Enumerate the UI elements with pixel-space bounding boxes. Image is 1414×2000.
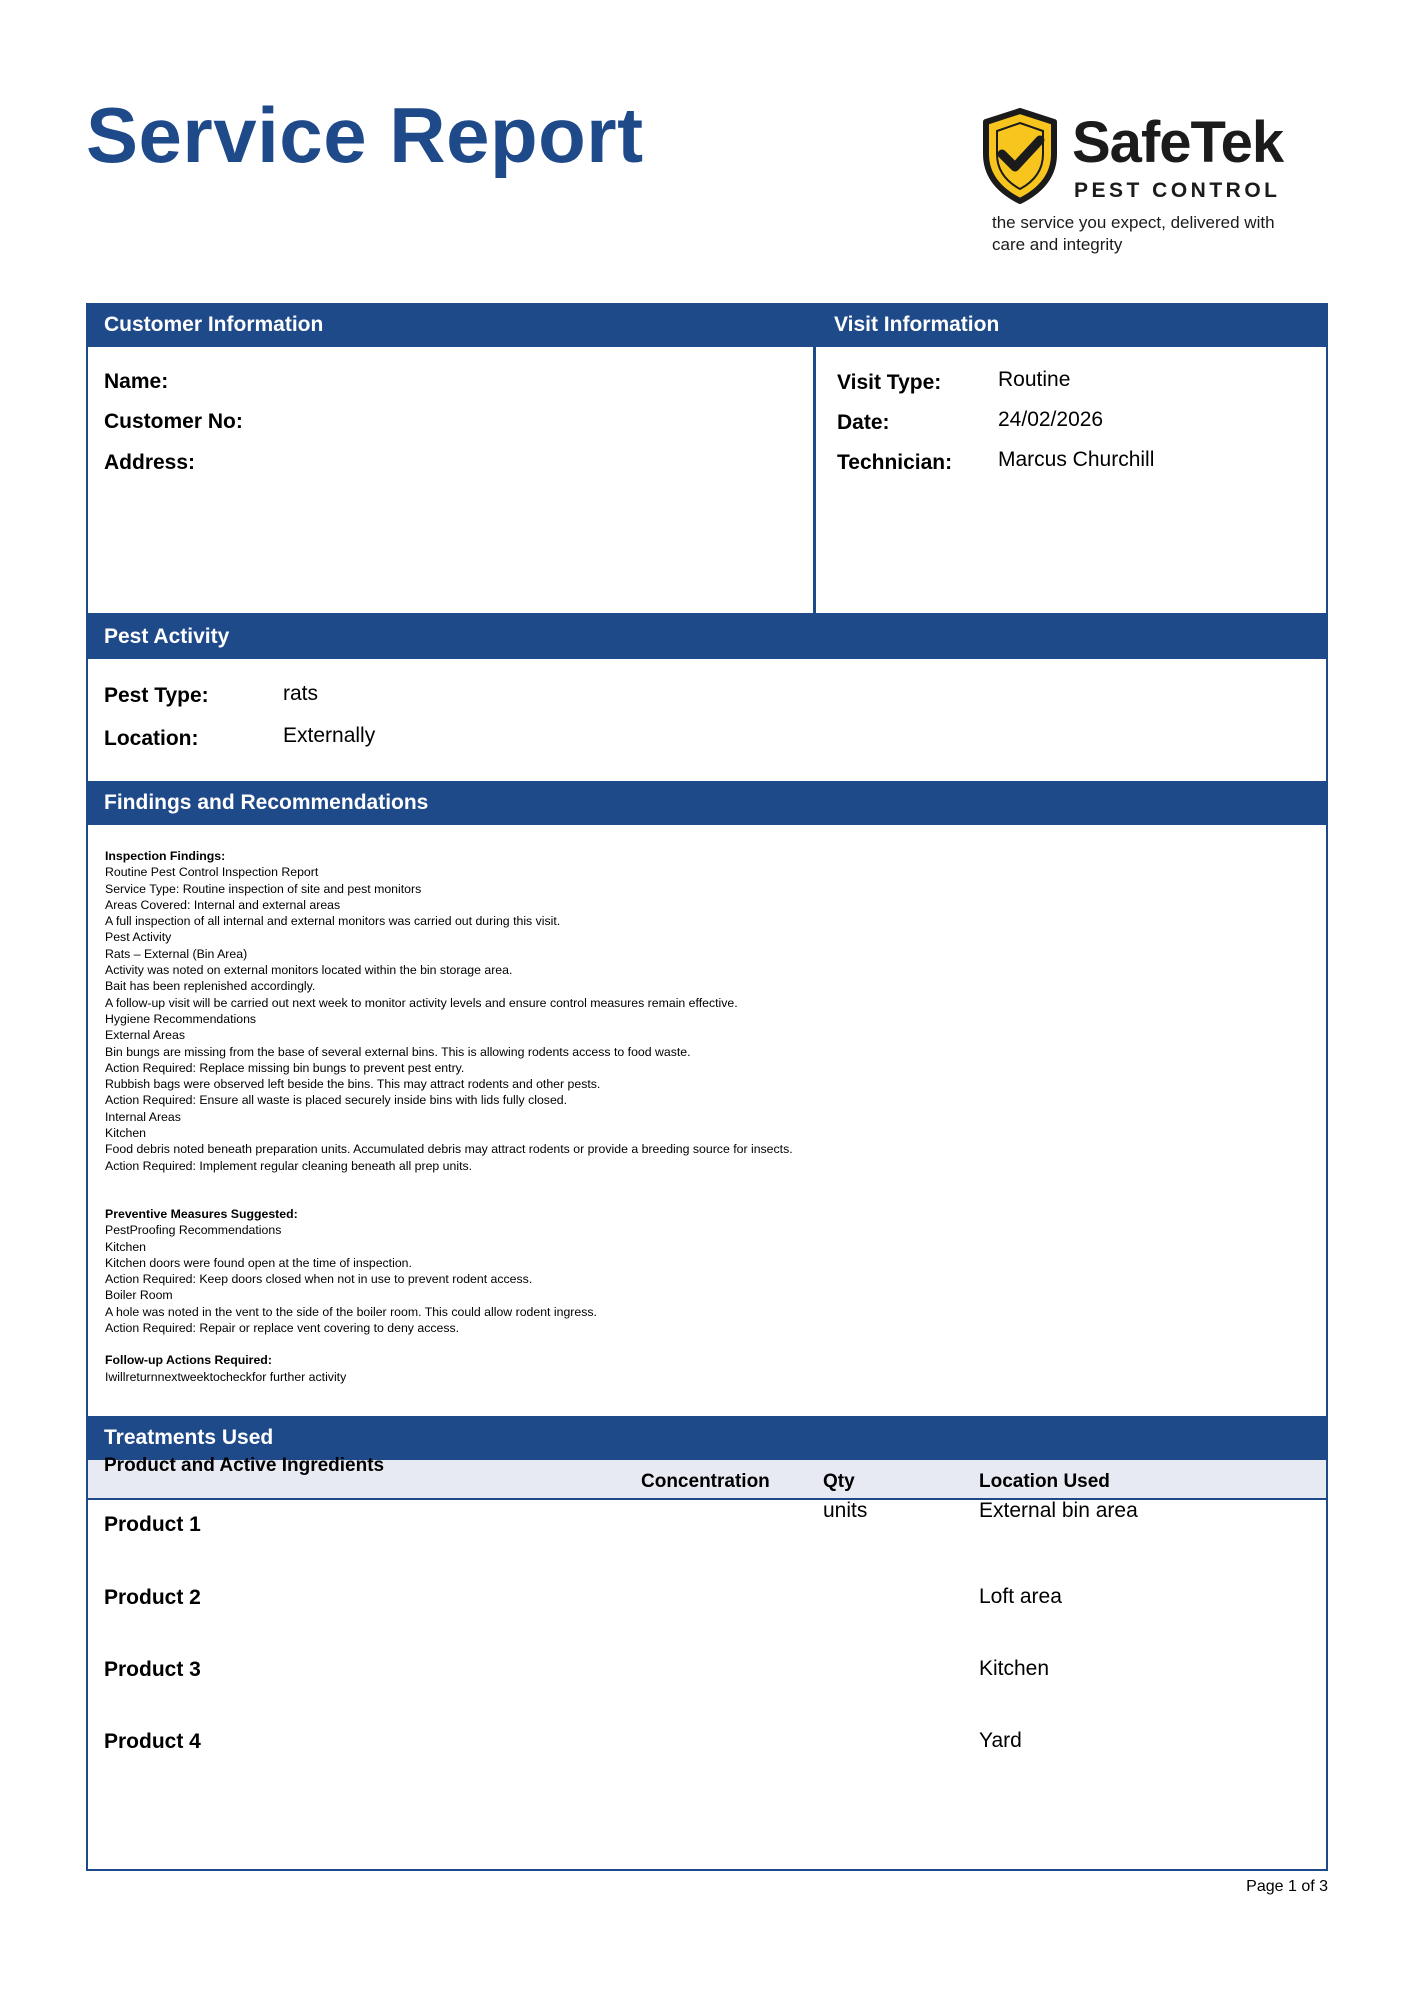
table-row-product: Product 2 <box>104 1586 201 1609</box>
column-header-product: Product and Active Ingredients <box>104 1455 385 1476</box>
finding-line: Food debris noted beneath preparation units. Accumulated debris may attract rodents or provide a breeding source for insects. <box>105 1142 793 1157</box>
spacer <box>105 1190 1305 1206</box>
visit-info-heading: Visit Information <box>816 303 1328 347</box>
finding-line: External Areas <box>105 1028 185 1043</box>
visit-date-value: 24/02/2026 <box>998 408 1104 431</box>
finding-line: Activity was noted on external monitors located within the bin storage area. <box>105 963 513 978</box>
preventive-line: A hole was noted in the vent to the side of the boiler room. This could allow rodent ingress. <box>105 1304 597 1319</box>
preventive-line: PestProofing Recommendations <box>105 1223 282 1238</box>
pest-type-label: Pest Type: <box>104 684 209 707</box>
pest-type-value: rats <box>283 682 319 705</box>
finding-line: A full inspection of all internal and external monitors was carried out during this visit. <box>105 914 561 929</box>
company-logo <box>980 108 1320 268</box>
finding-line: Kitchen <box>105 1126 147 1141</box>
finding-line: Internal Areas <box>105 1109 181 1124</box>
finding-line: Routine Pest Control Inspection Report <box>105 865 319 880</box>
finding-line: A follow-up visit will be carried out next week to monitor activity levels and ensure control measures remain effective. <box>105 995 738 1010</box>
table-row-location: External bin area <box>979 1499 1138 1522</box>
visit-type-value: Routine <box>998 368 1071 391</box>
findings-body <box>105 848 1305 1385</box>
page-number: Page 1 of 3 <box>1246 1878 1328 1895</box>
finding-line: Action Required: Ensure all waste is placed securely inside bins with lids fully closed. <box>105 1093 568 1108</box>
finding-line: Hygiene Recommendations <box>105 1011 257 1026</box>
technician-value: Marcus Churchill <box>998 448 1155 471</box>
spacer <box>105 1174 1305 1190</box>
table-row-location: Yard <box>979 1729 1022 1752</box>
preventive-line: Boiler Room <box>105 1288 173 1303</box>
finding-line: Pest Activity <box>105 930 172 945</box>
preventive-line: Action Required: Repair or replace vent covering to deny access. <box>105 1321 460 1336</box>
info-divider <box>813 303 816 615</box>
page-title: Service Report <box>86 91 644 179</box>
brand-subtitle: PEST CONTROL <box>1074 179 1281 202</box>
preventive-line: Action Required: Keep doors closed when not in use to prevent rodent access. <box>105 1272 533 1287</box>
pest-location-value: Externally <box>283 724 376 747</box>
preventive-measures-heading: Preventive Measures Suggested: <box>105 1206 298 1221</box>
followup-actions-heading: Follow-up Actions Required: <box>105 1353 272 1368</box>
table-row-product: Product 3 <box>104 1658 201 1681</box>
finding-line: Bin bungs are missing from the base of several external bins. This is allowing rodents access to food waste. <box>105 1044 691 1059</box>
finding-line: Areas Covered: Internal and external areas <box>105 897 341 912</box>
technician-label: Technician: <box>837 451 953 474</box>
pest-activity-heading: Pest Activity <box>86 615 1328 659</box>
followup-line: Iwillreturnnextweektocheckfor further activity <box>105 1369 347 1384</box>
brand-name: SafeTek <box>1072 110 1284 175</box>
finding-line: Service Type: Routine inspection of site and pest monitors <box>105 881 422 896</box>
shield-check-icon <box>980 108 1060 204</box>
finding-line: Rubbish bags were observed left beside the bins. This may attract rodents and other pests. <box>105 1077 601 1092</box>
brand-tagline: the service you expect, delivered with care and integrity <box>992 213 1275 254</box>
table-row-location: Kitchen <box>979 1657 1050 1680</box>
customer-address-label: Address: <box>104 451 196 474</box>
visit-date-label: Date: <box>837 411 890 434</box>
column-header-qty: Qty <box>823 1471 855 1492</box>
customer-info-heading: Customer Information <box>86 303 813 347</box>
column-header-concentration: Concentration <box>641 1471 770 1492</box>
visit-type-label: Visit Type: <box>837 371 942 394</box>
customer-name-label: Name: <box>104 370 169 393</box>
finding-line: Bait has been replenished accordingly. <box>105 979 316 994</box>
table-row-location: Loft area <box>979 1585 1062 1608</box>
customer-number-label: Customer No: <box>104 410 243 433</box>
table-row-product: Product 1 <box>104 1513 201 1536</box>
preventive-line: Kitchen <box>105 1239 147 1254</box>
treatments-heading: Treatments Used <box>86 1416 1328 1460</box>
findings-heading: Findings and Recommendations <box>86 781 1328 825</box>
spacer <box>105 1336 1305 1352</box>
inspection-findings-heading: Inspection Findings: <box>105 849 226 863</box>
pest-location-label: Location: <box>104 727 199 750</box>
table-row-product: Product 4 <box>104 1730 201 1753</box>
table-row-qty: units <box>823 1499 868 1522</box>
column-header-location: Location Used <box>979 1471 1110 1492</box>
finding-line: Rats – External (Bin Area) <box>105 946 248 961</box>
finding-line: Action Required: Replace missing bin bungs to prevent pest entry. <box>105 1060 465 1075</box>
finding-line: Action Required: Implement regular cleaning beneath all prep units. <box>105 1158 473 1173</box>
preventive-line: Kitchen doors were found open at the time of inspection. <box>105 1255 412 1270</box>
